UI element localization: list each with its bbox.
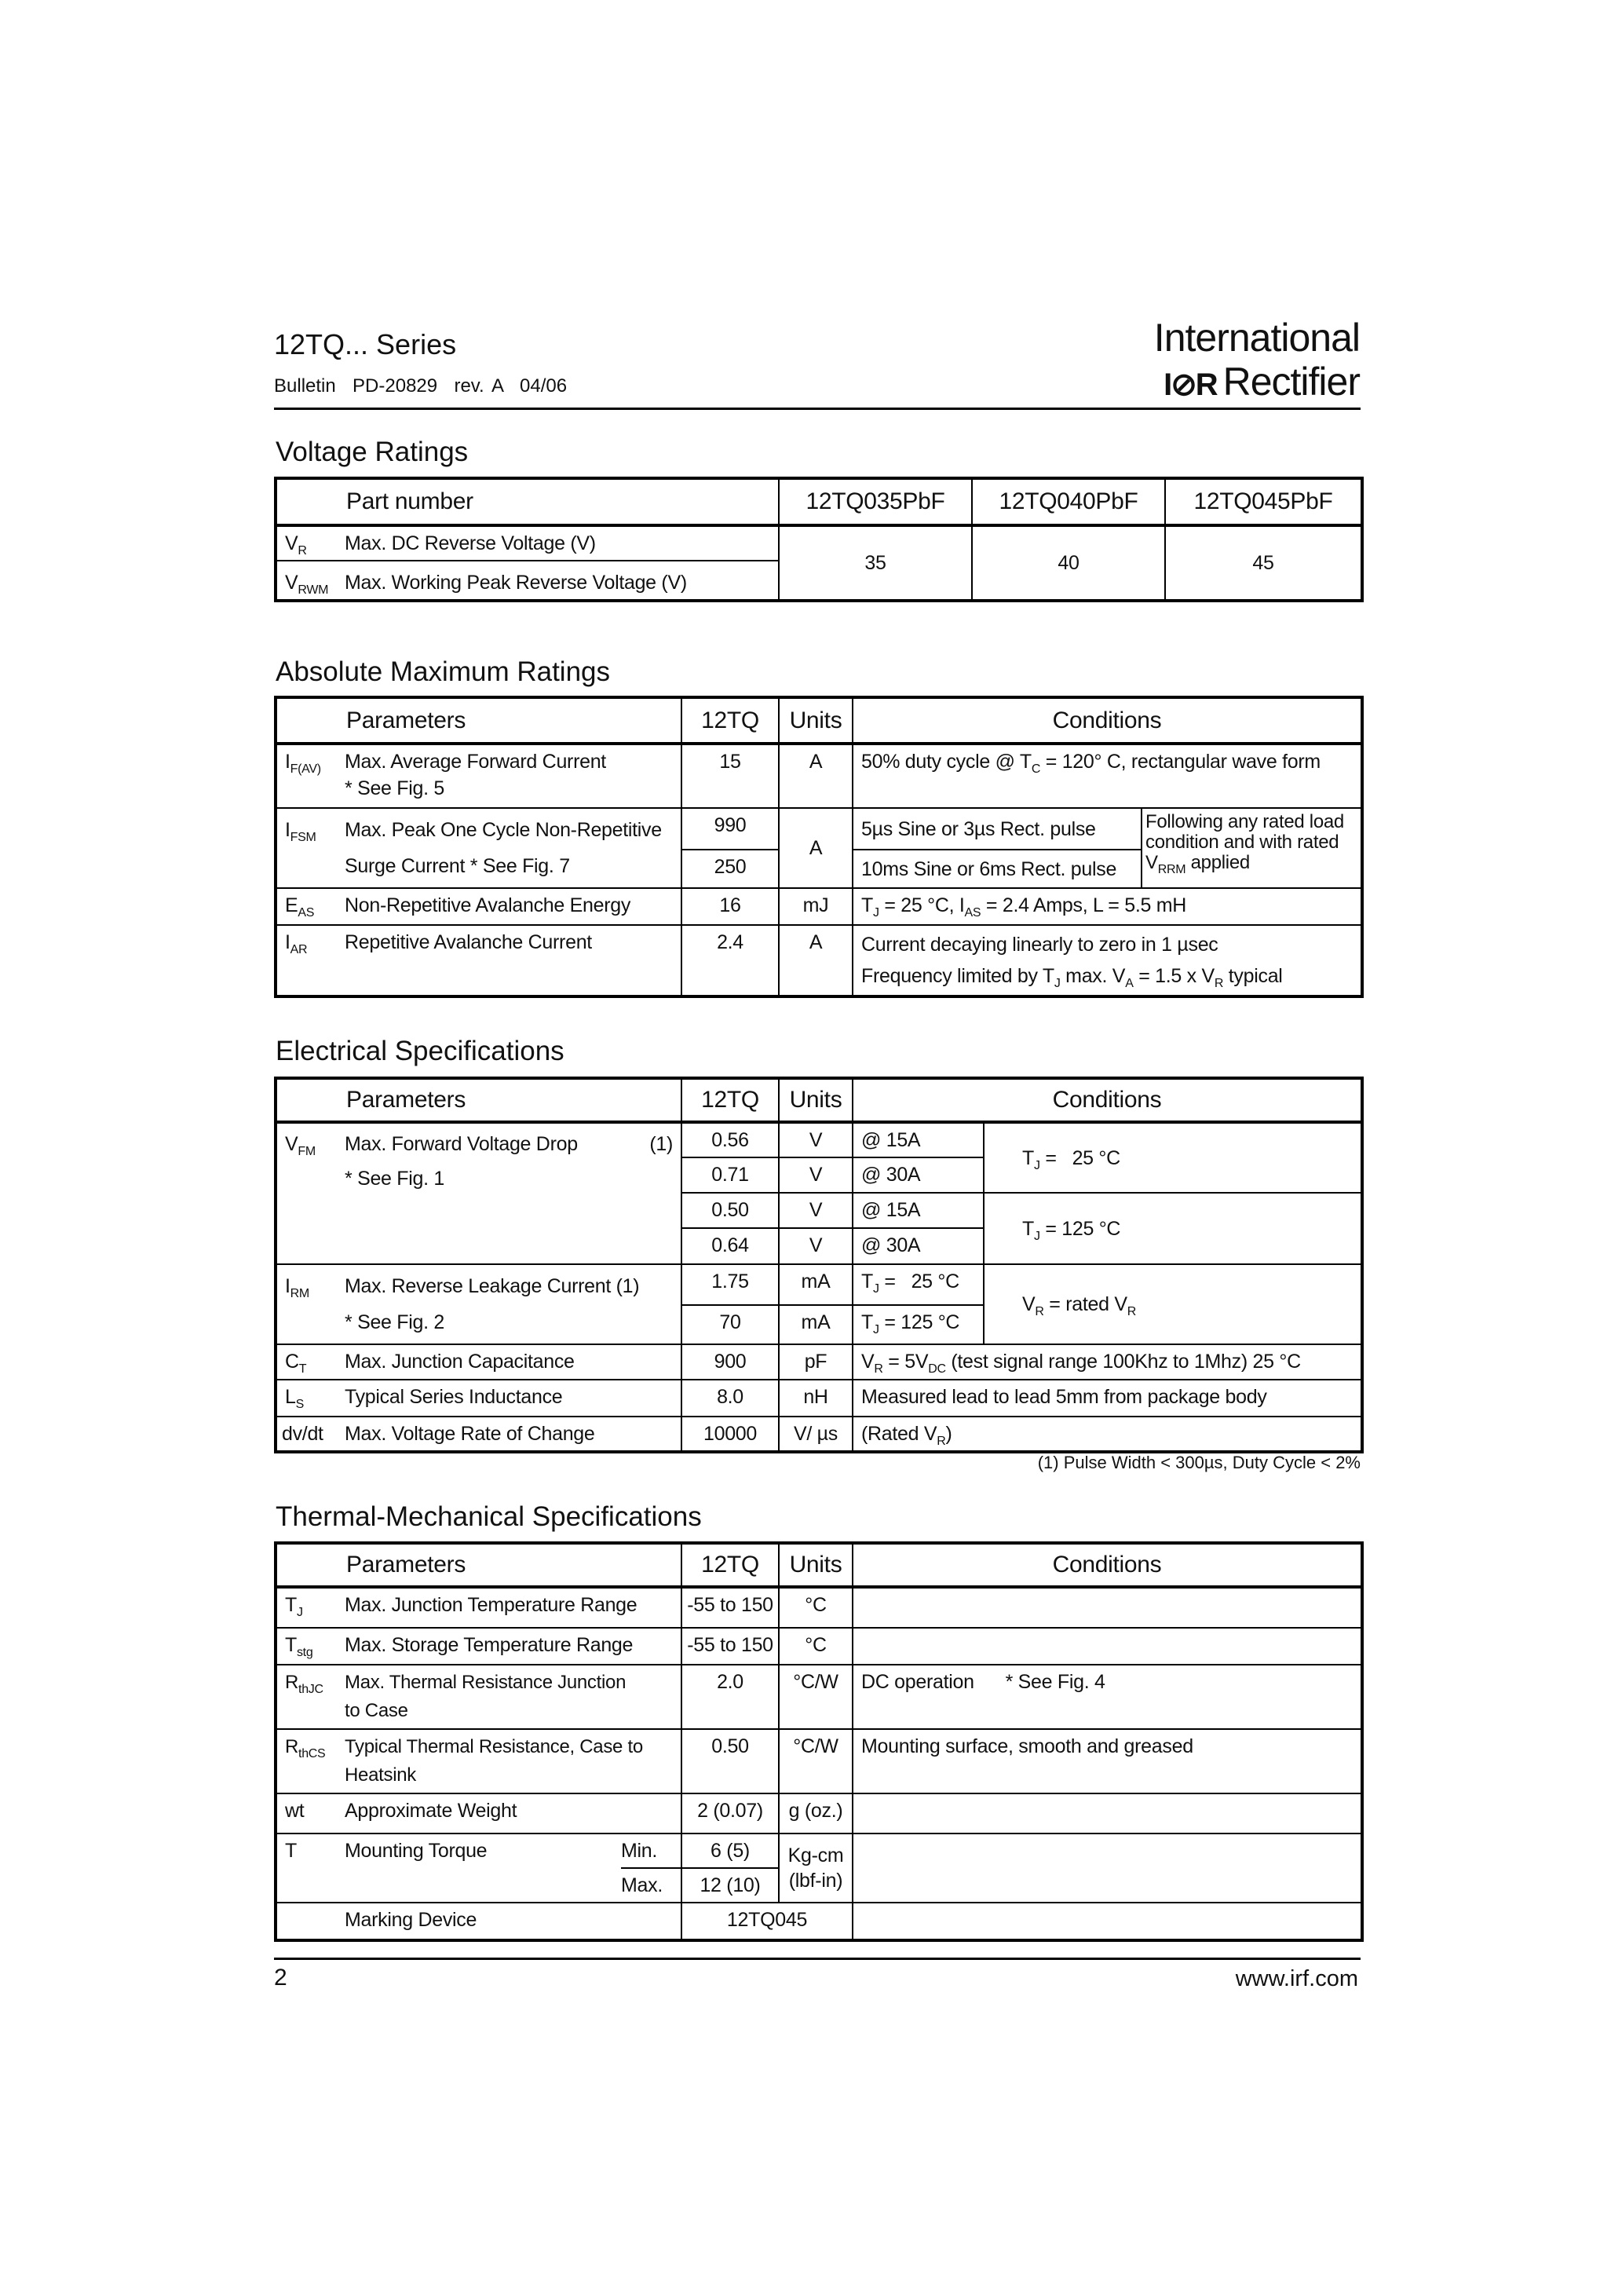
condition [853,1587,1362,1628]
condition: Mounting surface, smooth and greased [853,1729,1362,1793]
symbol-sub: R [298,544,307,558]
unit: V [779,1122,853,1157]
header-parameters: Parameters [276,1543,681,1587]
table-row [276,1587,1362,1628]
subscript-text: DC [928,1362,946,1376]
value: 40 [972,525,1165,601]
symbol: I [285,751,290,773]
symbol-sub: thCS [298,1747,326,1760]
value: 35 [779,525,972,601]
header-part: 12TQ040PbF [972,478,1165,525]
ir-logo [1154,316,1360,407]
text-segment: = 2.4 Amps, L = 5.5 mH [981,894,1187,916]
header-conditions: Conditions [853,697,1362,744]
symbol-sub: stg [296,1646,313,1659]
condition [853,1305,984,1344]
param-desc: Repetitive Avalanche Current [345,931,592,953]
text-segment: (test signal range 100Khz to 1Mhz) 25 °C [945,1351,1301,1373]
text-segment: 50% duty cycle @ T [861,751,1032,773]
thermal-mechanical-table [274,1541,1364,1942]
value: 2.4 [681,925,779,996]
param-note: * See Fig. 2 [345,1311,445,1333]
table-row [276,808,1362,850]
series-title: 12TQ... Series [274,328,457,360]
symbol: R [285,1672,299,1693]
text-segment: = 1.5 x V [1133,965,1215,987]
value: 900 [681,1344,779,1380]
header-units: Units [779,1543,853,1587]
text-segment: Kg-cm [787,1844,844,1866]
subscript-text: R [1035,1305,1044,1318]
symbol: I [285,819,290,841]
header-value: 12TQ [681,697,779,744]
symbol-sub: AR [290,943,308,956]
value: 0.64 [681,1228,779,1264]
symbol: I [285,931,290,953]
subscript-text: J [872,1282,879,1296]
header-conditions: Conditions [853,1543,1362,1587]
symbol: T [285,1594,297,1616]
condition-vr [984,1264,1362,1344]
section-title-voltage: Voltage Ratings [276,437,469,467]
condition [853,1417,1362,1452]
param-desc: Max. DC Reverse Voltage (V) [345,532,596,554]
param-desc: Marking Device [345,1909,477,1931]
footer-divider [274,1958,1361,1960]
unit: °C/W [779,1665,853,1729]
text-segment: typical [1223,965,1283,987]
param-desc: Max. Average Forward Current [345,751,606,773]
symbol: V [285,572,298,594]
value: -55 to 150 [681,1628,779,1665]
value: 6 (5) [681,1834,779,1868]
param-desc: Max. Junction Capacitance [345,1351,575,1373]
symbol-sub: RWM [298,583,329,597]
condition [853,1903,1362,1940]
header-parameters: Parameters [276,697,681,744]
unit: g (oz.) [779,1793,853,1834]
subscript-text: R [1214,977,1224,990]
value: 990 [681,808,779,850]
symbol: E [285,894,298,916]
text-segment: Current decaying linearly to zero in 1 µsec [861,934,1218,956]
text-segment: (lbf-in) [788,1870,843,1892]
symbol-sub: S [295,1398,304,1411]
value: 1.75 [681,1264,779,1305]
footnote-ref: (1) [649,1133,673,1155]
symbol: T [285,1634,297,1656]
voltage-ratings-table [274,477,1364,602]
unit: pF [779,1344,853,1380]
subscript-text: J [872,1322,879,1336]
electrical-specs-table [274,1077,1364,1453]
symbol: I [285,1275,290,1297]
table-row [276,925,1362,996]
symbol-sub: F(AV) [290,762,321,776]
param-desc: Max. Thermal Resistance Junction [345,1672,627,1693]
table-row [276,1834,1362,1868]
condition [853,1628,1362,1665]
condition-note [1142,808,1362,888]
table-row [276,1729,1362,1793]
header-parameters: Parameters [276,1078,681,1122]
unit: V/ µs [779,1417,853,1452]
table-row [276,1122,1362,1157]
unit [779,1834,853,1903]
symbol-sub: T [298,1362,307,1376]
value: 8.0 [681,1380,779,1417]
table-row [276,1380,1362,1417]
condition: @ 15A [853,1193,984,1228]
condition [853,1834,1362,1903]
table-row [276,525,1362,561]
unit: A [779,808,853,888]
param-desc: Max. Forward Voltage Drop [345,1133,578,1155]
unit: V [779,1157,853,1193]
condition [853,888,1362,925]
unit: V [779,1228,853,1264]
header-part-number: Part number [276,478,779,525]
header-value: 12TQ [681,1078,779,1122]
text-segment: T [861,1270,873,1292]
param-note: * See Fig. 1 [345,1168,445,1190]
value: 45 [1165,525,1362,601]
torque-max-label: Max. [621,1868,681,1903]
param-desc: Max. Storage Temperature Range [345,1634,634,1656]
subscript-text: C [1031,762,1041,776]
table-row [276,1264,1362,1305]
subscript-text: R [1127,1305,1137,1318]
symbol: V [285,532,298,554]
text-segment: T [1022,1146,1034,1169]
subscript-text: RRM [1157,863,1186,876]
logo-text-top: International [1153,316,1360,360]
value: -55 to 150 [681,1587,779,1628]
symbol-sub: RM [290,1287,309,1300]
param-desc: Approximate Weight [345,1800,517,1822]
symbol-sub: AS [298,906,315,919]
subscript-text: AS [964,906,981,919]
unit: nH [779,1380,853,1417]
param-desc: Max. Voltage Rate of Change [345,1423,595,1445]
value: 2.0 [681,1665,779,1729]
logo-text-bottom: Rectifier [1222,360,1360,404]
param-desc: Heatsink [345,1764,416,1786]
condition: Measured lead to lead 5mm from package body [853,1380,1362,1417]
param-desc: Mounting Torque [345,1840,488,1862]
param-desc: Typical Series Inductance [345,1386,563,1408]
unit: °C [779,1628,853,1665]
value: 0.50 [681,1729,779,1793]
torque-min-label: Min. [621,1834,681,1868]
symbol: R [285,1736,299,1757]
table-row [276,1793,1362,1834]
param-desc: Max. Reverse Leakage Current (1) [345,1275,640,1297]
symbol-sub: thJC [298,1683,323,1696]
value: 70 [681,1305,779,1344]
header-value: 12TQ [681,1543,779,1587]
header-conditions: Conditions [853,1078,1362,1122]
condition-tj [984,1122,1362,1193]
page-number: 2 [274,1965,287,1991]
header-units: Units [779,1078,853,1122]
subscript-text: J [1033,1229,1040,1243]
text-segment: = 120° C, rectangular wave form [1040,751,1321,773]
subscript-text: J [1033,1158,1040,1172]
condition: DC operation * See Fig. 4 [853,1665,1362,1729]
unit: A [779,744,853,808]
marking-value: 12TQ045 [681,1903,853,1940]
table-row [276,1417,1362,1452]
header-units: Units [779,697,853,744]
condition: 5µs Sine or 3µs Rect. pulse [853,808,1142,850]
bulletin-info: Bulletin PD-20829 rev. A 04/06 [274,375,568,397]
text-segment: (Rated V [861,1423,937,1445]
param-note: * See Fig. 5 [345,777,445,799]
value: 12 (10) [681,1868,779,1903]
value: 0.71 [681,1157,779,1193]
value: 16 [681,888,779,925]
value: 250 [681,850,779,888]
condition [853,925,1362,996]
logo-mark: I⊘R [1164,367,1217,402]
param-desc: Non-Repetitive Avalanche Energy [345,894,631,916]
symbol: T [285,1840,297,1862]
value: 10000 [681,1417,779,1452]
param-desc: Max. Peak One Cycle Non-Repetitive [345,819,662,841]
footnote: (1) Pulse Width < 300µs, Duty Cycle < 2% [1037,1453,1361,1472]
value: 0.50 [681,1193,779,1228]
table-row [276,744,1362,808]
condition: @ 30A [853,1157,984,1193]
subscript-text: R [937,1435,946,1448]
subscript-text: A [1125,977,1134,990]
text-segment: = rated V [1043,1293,1127,1315]
text-segment: = 125 °C [1039,1217,1121,1240]
section-title-thermal: Thermal-Mechanical Specifications [276,1501,702,1532]
symbol: C [285,1351,299,1373]
value: 2 (0.07) [681,1793,779,1834]
text-segment: max. V [1060,965,1126,987]
condition [853,1264,984,1305]
header-part: 12TQ035PbF [779,478,972,525]
section-title-abs: Absolute Maximum Ratings [276,656,610,687]
text-segment: = 25 °C, I [879,894,965,916]
symbol: dv/dt [282,1423,323,1445]
text-segment: applied [1185,852,1250,873]
symbol: L [285,1386,296,1408]
symbol: wt [285,1800,305,1822]
table-row [276,1344,1362,1380]
text-segment: T [861,1311,873,1333]
table-row [276,888,1362,925]
symbol-sub: FSM [290,831,316,844]
text-segment: V [861,1351,875,1373]
subscript-text: R [874,1362,883,1376]
condition: @ 15A [853,1122,984,1157]
unit: A [779,925,853,996]
table-row [276,1665,1362,1729]
text-segment: = 125 °C [879,1311,960,1333]
symbol: V [285,1133,298,1155]
subscript-text: J [1054,977,1061,990]
param-desc: Max. Working Peak Reverse Voltage (V) [345,572,687,594]
condition: @ 30A [853,1228,984,1264]
unit: mJ [779,888,853,925]
param-desc: Surge Current * See Fig. 7 [345,855,570,877]
text-segment: T [1022,1217,1034,1240]
text-segment: V [1022,1293,1036,1315]
value: 15 [681,744,779,808]
text-segment: ) [945,1423,952,1445]
unit: °C [779,1587,853,1628]
website-link[interactable]: www.irf.com [1235,1966,1358,1991]
condition [853,1793,1362,1834]
unit: mA [779,1264,853,1305]
param-desc: to Case [345,1700,408,1721]
absolute-max-ratings-table [274,696,1364,998]
text-segment: = 25 °C [1039,1146,1120,1169]
text-segment: = 5V [882,1351,929,1373]
condition [853,1344,1362,1380]
text-segment: T [861,894,873,916]
subscript-text: J [872,906,879,919]
param-desc: Typical Thermal Resistance, Case to [345,1736,643,1757]
condition-tj [984,1193,1362,1264]
text-segment: Following any rated load condition and with rated V [1145,811,1344,873]
unit: mA [779,1305,853,1344]
table-row [276,1628,1362,1665]
header-part: 12TQ045PbF [1165,478,1362,525]
text-segment: Frequency limited by T [861,965,1054,987]
table-row [276,1903,1362,1940]
text-segment: = 25 °C [879,1270,959,1292]
unit: V [779,1193,853,1228]
header-divider [274,408,1361,410]
value: 0.56 [681,1122,779,1157]
symbol-sub: J [296,1606,303,1619]
unit: °C/W [779,1729,853,1793]
condition [853,744,1362,808]
section-title-elec: Electrical Specifications [276,1036,564,1066]
condition: 10ms Sine or 6ms Rect. pulse [853,850,1142,888]
symbol-sub: FM [298,1145,316,1158]
param-desc: Max. Junction Temperature Range [345,1594,637,1616]
